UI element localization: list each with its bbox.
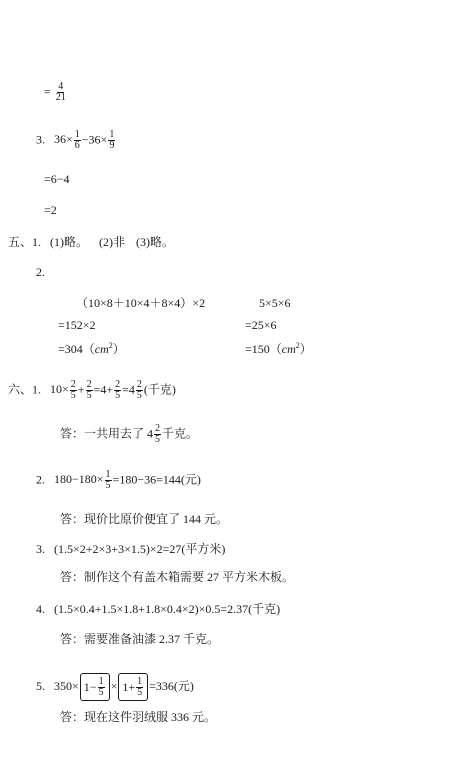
section-6-q3-expression — [36, 542, 225, 556]
expr-part: −36× — [81, 132, 108, 147]
numerator: 2 — [86, 379, 92, 390]
denominator: 5 — [137, 686, 143, 698]
bracket-group — [118, 673, 148, 701]
answer-part: (2)非 — [99, 235, 126, 249]
denominator: 5 — [136, 390, 142, 401]
answer-part: (3)略。 — [136, 235, 175, 249]
fraction — [86, 380, 93, 401]
numerator: 2 — [115, 379, 121, 390]
calc-text: ） — [112, 342, 125, 356]
bracket-group — [80, 673, 110, 701]
section-6-q4-answer: 答：需要准备油漆 2.37 千克。 — [60, 632, 220, 646]
unit: cm — [94, 342, 109, 356]
problem-number: 1. — [32, 235, 42, 249]
section-6-q1-answer — [60, 424, 198, 445]
expr-part: 350× — [54, 679, 79, 693]
expr-part: (1.5×2+2×3+3×1.5)×2=27(平方米) — [54, 542, 226, 556]
answer-text: 千克。 — [162, 426, 199, 441]
calc-right-line-3 — [245, 339, 312, 356]
exponent: 2 — [295, 341, 300, 350]
expr-part: 1+ — [122, 680, 136, 695]
numerator: 1 — [137, 675, 143, 687]
fraction — [55, 82, 67, 103]
expr-part: + — [77, 382, 85, 397]
fraction — [136, 677, 143, 698]
answer-part: (1)略。 — [50, 235, 89, 249]
calc-left-line-1: （10×8＋10×4＋8×4）×2 — [76, 296, 206, 310]
fraction — [154, 424, 161, 445]
result-line — [44, 82, 68, 103]
problem-number: 4. — [36, 602, 45, 616]
denominator: 5 — [105, 480, 111, 491]
fraction — [74, 130, 81, 151]
numerator: 1 — [98, 675, 104, 687]
problem-3-step-1: =6−4 — [44, 172, 70, 186]
fraction — [136, 380, 143, 401]
denominator: 21 — [55, 92, 66, 103]
section-6-q2-answer: 答：现价比原价便宜了 144 元。 — [60, 512, 229, 526]
denominator: 5 — [98, 686, 104, 698]
calc-text: ） — [299, 342, 312, 356]
expr-part: =180−36=144(元) — [112, 472, 201, 487]
unit: (千克) — [143, 382, 176, 397]
fraction — [70, 380, 77, 401]
expr-part: 36× — [54, 132, 73, 147]
section-label: 五、 — [8, 235, 33, 249]
fraction — [108, 130, 115, 151]
fraction — [114, 380, 121, 401]
expr-part: (1.5×0.4+1.5×1.8+1.8×0.4×2)×0.5=2.37(千克) — [54, 602, 281, 616]
problem-number: 5. — [36, 679, 45, 693]
expr-part: =4+ — [93, 382, 114, 397]
section-6-q3-answer: 答：制作这个有盖木箱需要 27 平方米木板。 — [60, 570, 295, 584]
problem-number: 3. — [36, 542, 45, 556]
numerator: 2 — [155, 423, 161, 434]
section-6-q5-expression — [36, 672, 194, 701]
numerator: 1 — [109, 129, 115, 140]
denominator: 9 — [109, 140, 115, 151]
calc-left-line-2: =152×2 — [58, 318, 96, 332]
section-5-q1 — [8, 235, 174, 249]
numerator: 2 — [136, 379, 142, 390]
equals-sign: = — [44, 84, 51, 99]
section-6-q4-expression — [36, 602, 280, 616]
fraction — [105, 470, 112, 491]
expr-part: × — [110, 679, 118, 693]
problem-3-step-2: =2 — [44, 203, 57, 217]
problem-number: 2. — [36, 472, 45, 487]
expr-part: =4 — [122, 382, 135, 397]
expr-part: 180−180× — [54, 472, 104, 487]
exponent: 2 — [108, 341, 113, 350]
expr-part: 1− — [83, 680, 97, 695]
section-6-q5-answer: 答：现在这件羽绒服 336 元。 — [60, 710, 217, 724]
numerator: 1 — [105, 469, 111, 480]
answer-text: 答：一共用去了 4 — [60, 426, 154, 441]
denominator: 5 — [155, 434, 161, 445]
denominator: 6 — [74, 140, 80, 151]
calc-text: =304（ — [58, 342, 95, 356]
problem-number: 1. — [32, 382, 42, 397]
calc-right-line-1: 5×5×6 — [259, 296, 291, 310]
section-6-q1-expression — [8, 380, 176, 401]
calc-right-line-2: =25×6 — [245, 318, 277, 332]
problem-3-expression — [36, 130, 116, 151]
denominator: 5 — [70, 390, 76, 401]
denominator: 5 — [115, 390, 121, 401]
expr-part: =336(元) — [149, 679, 194, 693]
numerator: 2 — [70, 379, 76, 390]
denominator: 5 — [86, 390, 92, 401]
fraction — [98, 677, 105, 698]
section-6-q2-expression — [36, 470, 201, 491]
problem-number: 3. — [36, 132, 45, 147]
numerator: 1 — [74, 129, 80, 140]
calc-left-line-3 — [58, 339, 125, 356]
expr-part: 10× — [50, 382, 69, 397]
unit: cm — [281, 342, 296, 356]
section-label: 六、 — [8, 382, 33, 397]
calc-text: =150（ — [245, 342, 282, 356]
numerator: 4 — [58, 81, 64, 92]
section-5-q2-number: 2. — [36, 265, 45, 279]
